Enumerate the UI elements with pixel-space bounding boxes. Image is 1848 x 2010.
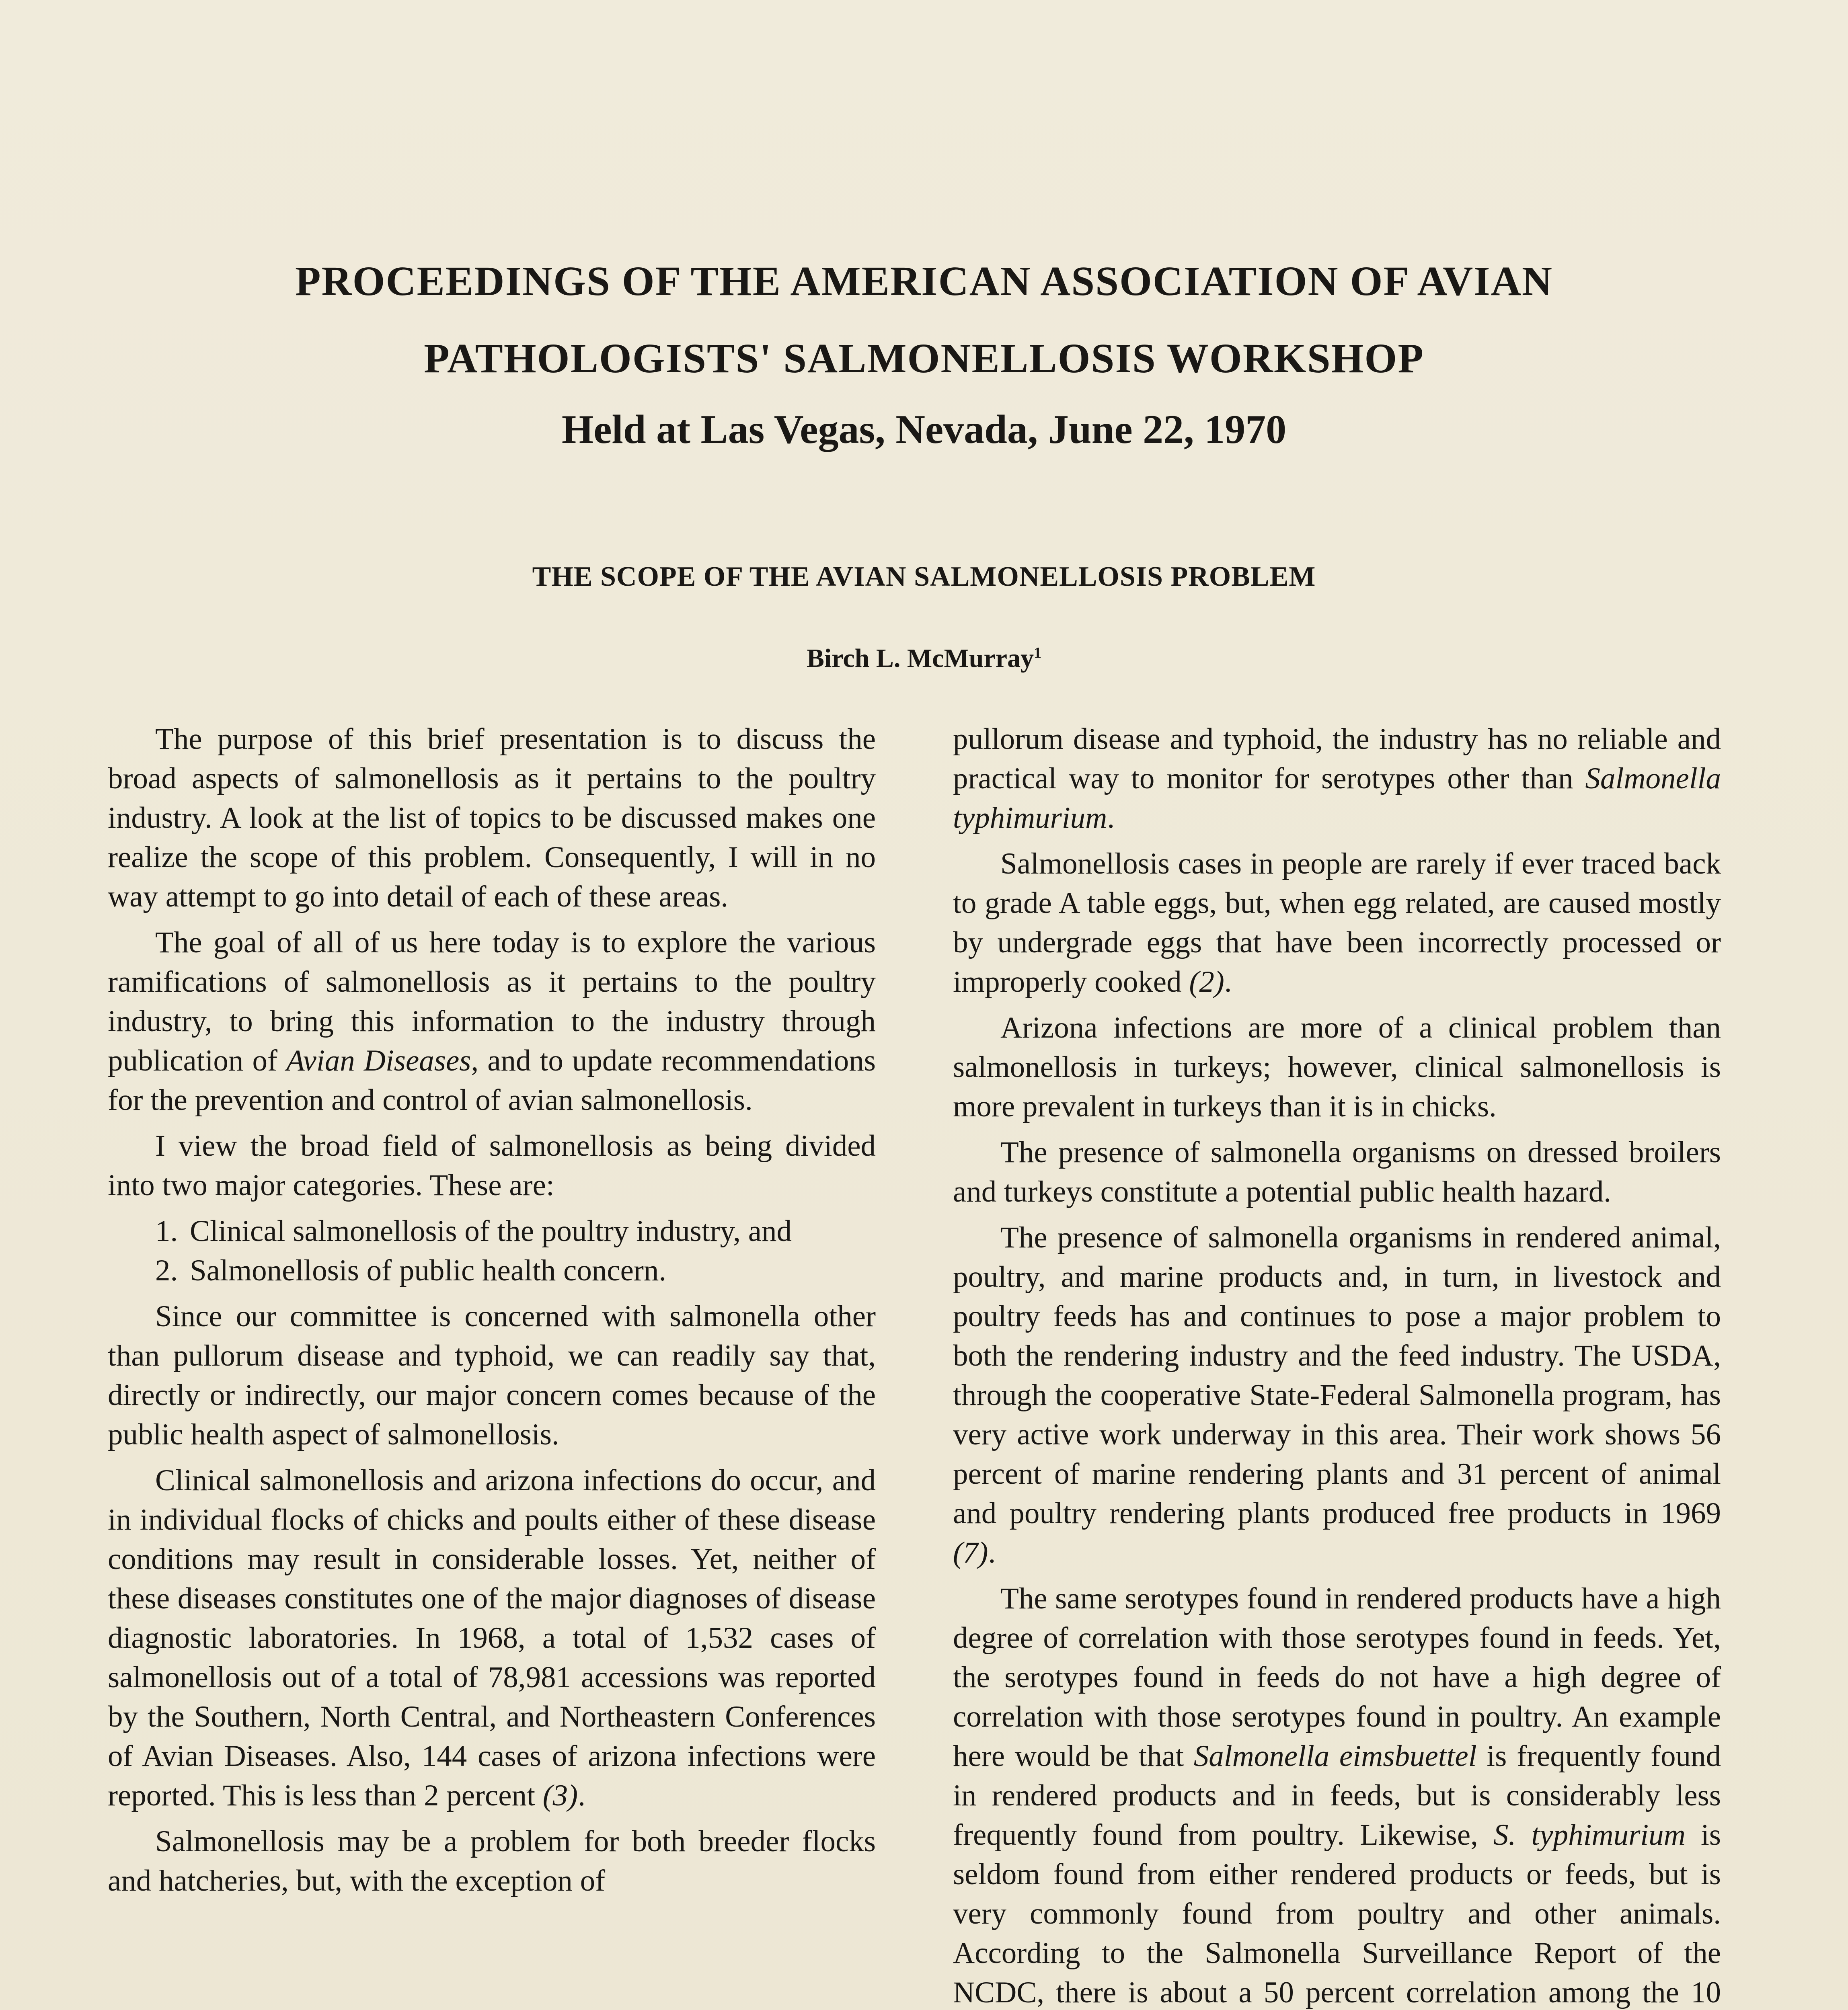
species-name: S. typhimurium (1493, 1818, 1686, 1852)
reference-2: (2) (1189, 965, 1224, 999)
left-paragraph-3: I view the broad field of salmonellosis as being divided into two major categories. These are: (108, 1129, 876, 1202)
reference-3: (3) (542, 1779, 578, 1812)
right-paragraph-4: The presence of salmonella organisms on dressed broilers and turkeys constitute a potential public health hazard. (953, 1136, 1721, 1208)
author-footnote-mark: 1 (1034, 644, 1042, 661)
left-paragraph-4: Since our committee is concerned with salmonella other than pullorum disease and typhoid, we can readily say that, directly or indirectly, our major concern comes because of the public health aspect of salmonellosis. (108, 1300, 876, 1451)
reference-7: (7) (953, 1536, 988, 1569)
right-paragraph-2: Salmonellosis cases in people are rarely if ever traced back to grade A table eggs, but, when egg related, are caused mostly by undergrade eggs that have been incorrectly processed or improperly cooked (2). (953, 847, 1721, 999)
list-item: 1. Clinical salmonellosis of the poultry industry, and (155, 1214, 792, 1248)
left-column (108, 720, 876, 1907)
right-paragraph-6: The same serotypes found in rendered products have a high degree of correlation with those serotypes found in feeds. Yet, the serotypes found in feeds do not have a high degree of correlation with those serotypes found in poultry. An example here would be that Salmonella eimsbuettel is frequently found in rendered products and in feeds, but is considerably less frequently found from poultry. Likewise, S. typhimurium is seldom found from either rendered products or feeds, but is very commonly found from poultry and other animals. According to the Salmonella Surveillance Report of the NCDC, there is about a 50 percent correlation among the 10 (953, 1582, 1721, 2009)
right-column (953, 720, 1721, 2010)
left-paragraph-2: The goal of all of us here today is to explore the various ramifications of salmonellosis as it pertains to the poultry industry, to bring this information to the industry through publication of Avian Diseases, and to update recommendations for the prevention and control of avian salmonellosis. (108, 926, 876, 1117)
right-paragraph-1: pullorum disease and typhoid, the industry has no reliable and practical way to monitor for serotypes other than Salmonella typhimurium. (953, 722, 1721, 835)
list-item: 2. Salmonellosis of public health concern. (155, 1254, 667, 1287)
author-line (0, 643, 1848, 674)
left-paragraph-1: The purpose of this brief presentation is to discuss the broad aspects of salmonellosis as it pertains to the poultry industry. A look at the list of topics to be discussed makes one realize the scope of this problem. Consequently, I will in no way attempt to go into detail of each of these areas. (108, 722, 876, 913)
author-name: Birch L. McMurray (806, 644, 1034, 673)
right-paragraph-3: Arizona infections are more of a clinical problem than salmonellosis in turkeys; however, clinical salmonellosis is more prevalent in turkeys than it is in chicks. (953, 1011, 1721, 1123)
left-paragraph-5: Clinical salmonellosis and arizona infections do occur, and in individual flocks of chicks and poults either of these disease conditions may result in considerable losses. Yet, neither of these diseases constitutes one of the major diagnoses of disease diagnostic laboratories. In 1968, a total of 1,532 cases of salmonellosis out of a total of 78,981 accessions was reported by the Southern, North Central, and Northeastern Conferences of Avian Diseases. Also, 144 cases of arizona infections were reported. This is less than 2 percent (3). (108, 1464, 876, 1812)
workshop-location-date: Held at Las Vegas, Nevada, June 22, 1970 (561, 407, 1287, 452)
species-name: Salmonella typhimurium (953, 762, 1721, 835)
category-list (108, 1212, 876, 1290)
proceedings-title-line-1: PROCEEDINGS OF THE AMERICAN ASSOCIATION OF AVIAN (295, 258, 1553, 304)
journal-title: Avian Diseases (286, 1044, 471, 1077)
section-title: THE SCOPE OF THE AVIAN SALMONELLOSIS PROBLEM (532, 561, 1316, 592)
species-name: Salmonella eimsbuettel (1193, 1739, 1477, 1773)
left-paragraph-6: Salmonellosis may be a problem for both breeder flocks and hatcheries, but, with the exception of (108, 1825, 876, 1897)
proceedings-title-line-2: PATHOLOGISTS' SALMONELLOSIS WORKSHOP (424, 335, 1424, 381)
right-paragraph-5: The presence of salmonella organisms in rendered animal, poultry, and marine products and, in turn, in livestock and poultry feeds has and continues to pose a major problem to both the rendering industry and the feed industry. The USDA, through the cooperative State-Federal Salmonella program, has very active work underway in this area. Their work shows 56 percent of marine rendering plants and 31 percent of animal and poultry rendering plants produced free products in 1969 (7). (953, 1221, 1721, 1569)
